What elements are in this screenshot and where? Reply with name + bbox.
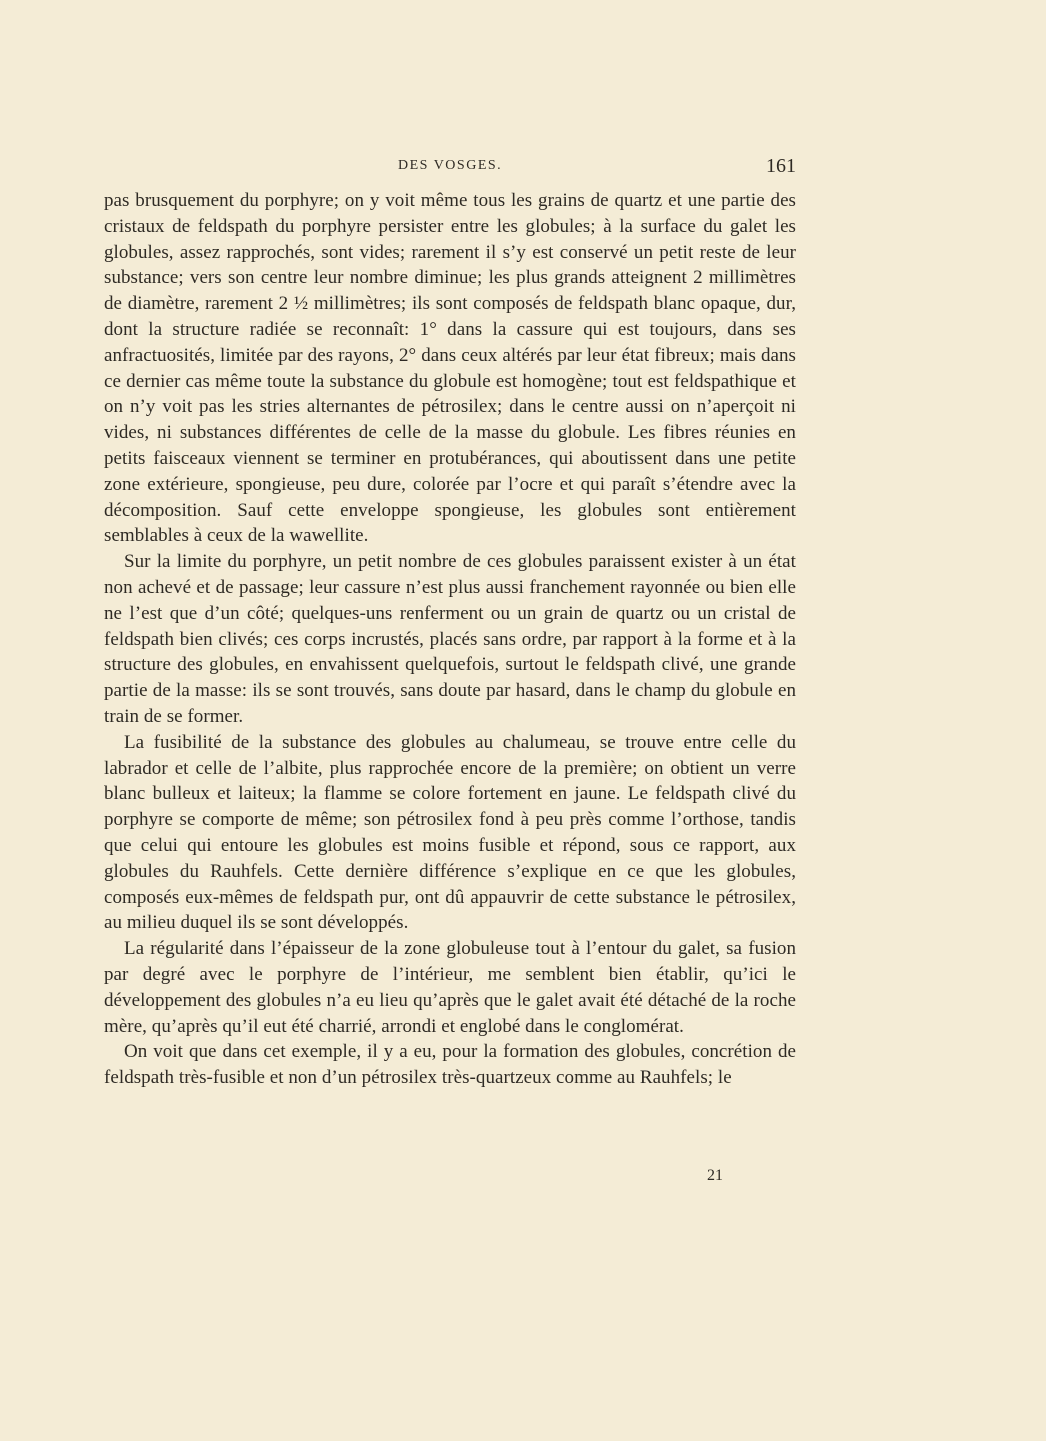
paragraph-3: La fusibilité de la substance des globules au chalumeau, se trouve entre celle du labrador et celle de l’albite, plus rapprochée encore de la première; on obtient un verre blanc bulleux et laiteux; la flamme se colore fortement en jaune. Le feldspath clivé du porphyre se comporte de même; son pétrosilex fond à peu près comme l’orthose, tandis que celui qui entoure les globules est moins fusible et répond, sous ce rapport, aux globules du Rauhfels. Cette dernière différence s’explique en ce que les globules, composés eux-mêmes de feldspath pur, ont dû appauvrir de cette substance le pétrosilex, au milieu duquel ils se sont développés.: [104, 731, 796, 934]
running-title: DES VOSGES.: [398, 158, 503, 173]
page-number: 161: [766, 155, 796, 177]
signature-mark: 21: [707, 1167, 723, 1184]
paragraph-5: On voit que dans cet exemple, il y a eu, pour la formation des globules, concrétion de feldspath très-fusible et non d’un pétrosilex très-quartzeux comme au Rauhfels; le: [104, 1041, 796, 1089]
paragraph-2: Sur la limite du porphyre, un petit nombre de ces globules paraissent exister à un état non achevé et de passage; leur cassure n’est plus aussi franchement rayonnée ou bien elle ne l’est que d’un côté; quelques-uns renferment ou un grain de quartz ou un cristal de feldspath bien clivés; ces corps incrustés, placés sans ordre, par rapport à la forme et à la structure des globules, en envahissent quelquefois, surtout le feldspath clivé, une grande partie de la masse: ils se sont trouvés, sans doute par hasard, dans le champ du globule en train de se former.: [104, 551, 796, 727]
body-text: [104, 188, 796, 1091]
paragraph-1: pas brusquement du porphyre; on y voit même tous les grains de quartz et une partie des cristaux de feldspath du porphyre persister entre les globules; à la surface du galet les globules, assez rapprochés, sont vides; rarement il s’y est conservé un petit reste de leur substance; vers son centre leur nombre diminue; les plus grands atteignent 2 millimètres de diamètre, rarement 2 ½ millimètres; ils sont composés de feldspath blanc opaque, dur, dont la structure radiée se reconnaît: 1° dans la cassure qui est toujours, dans ses anfractuosités, limitée par des rayons, 2° dans ceux altérés par leur état fibreux; mais dans ce dernier cas même toute la substance du globule est homogène; tout est feldspathique et on n’y voit pas les stries alternantes de pétrosilex; dans le centre aussi on n’aperçoit ni vides, ni substances différentes de celle de la masse du globule. Les fibres réunies en petits faisceaux viennent se terminer en protubérances, qui aboutissent dans une petite zone extérieure, spongieuse, peu dure, colorée par l’ocre et qui paraît s’étendre avec la décomposition. Sauf cette enveloppe spongieuse, les globules sont entièrement semblables à ceux de la wawellite.: [104, 190, 796, 547]
paragraph-4: La régularité dans l’épaisseur de la zone globuleuse tout à l’entour du galet, sa fusion par degré avec le porphyre de l’intérieur, me semblent bien établir, qu’ici le développement des globules n’a eu lieu qu’après que le galet avait été détaché de la roche mère, qu’après qu’il eut été charrié, arrondi et englobé dans le conglomérat.: [104, 938, 796, 1037]
